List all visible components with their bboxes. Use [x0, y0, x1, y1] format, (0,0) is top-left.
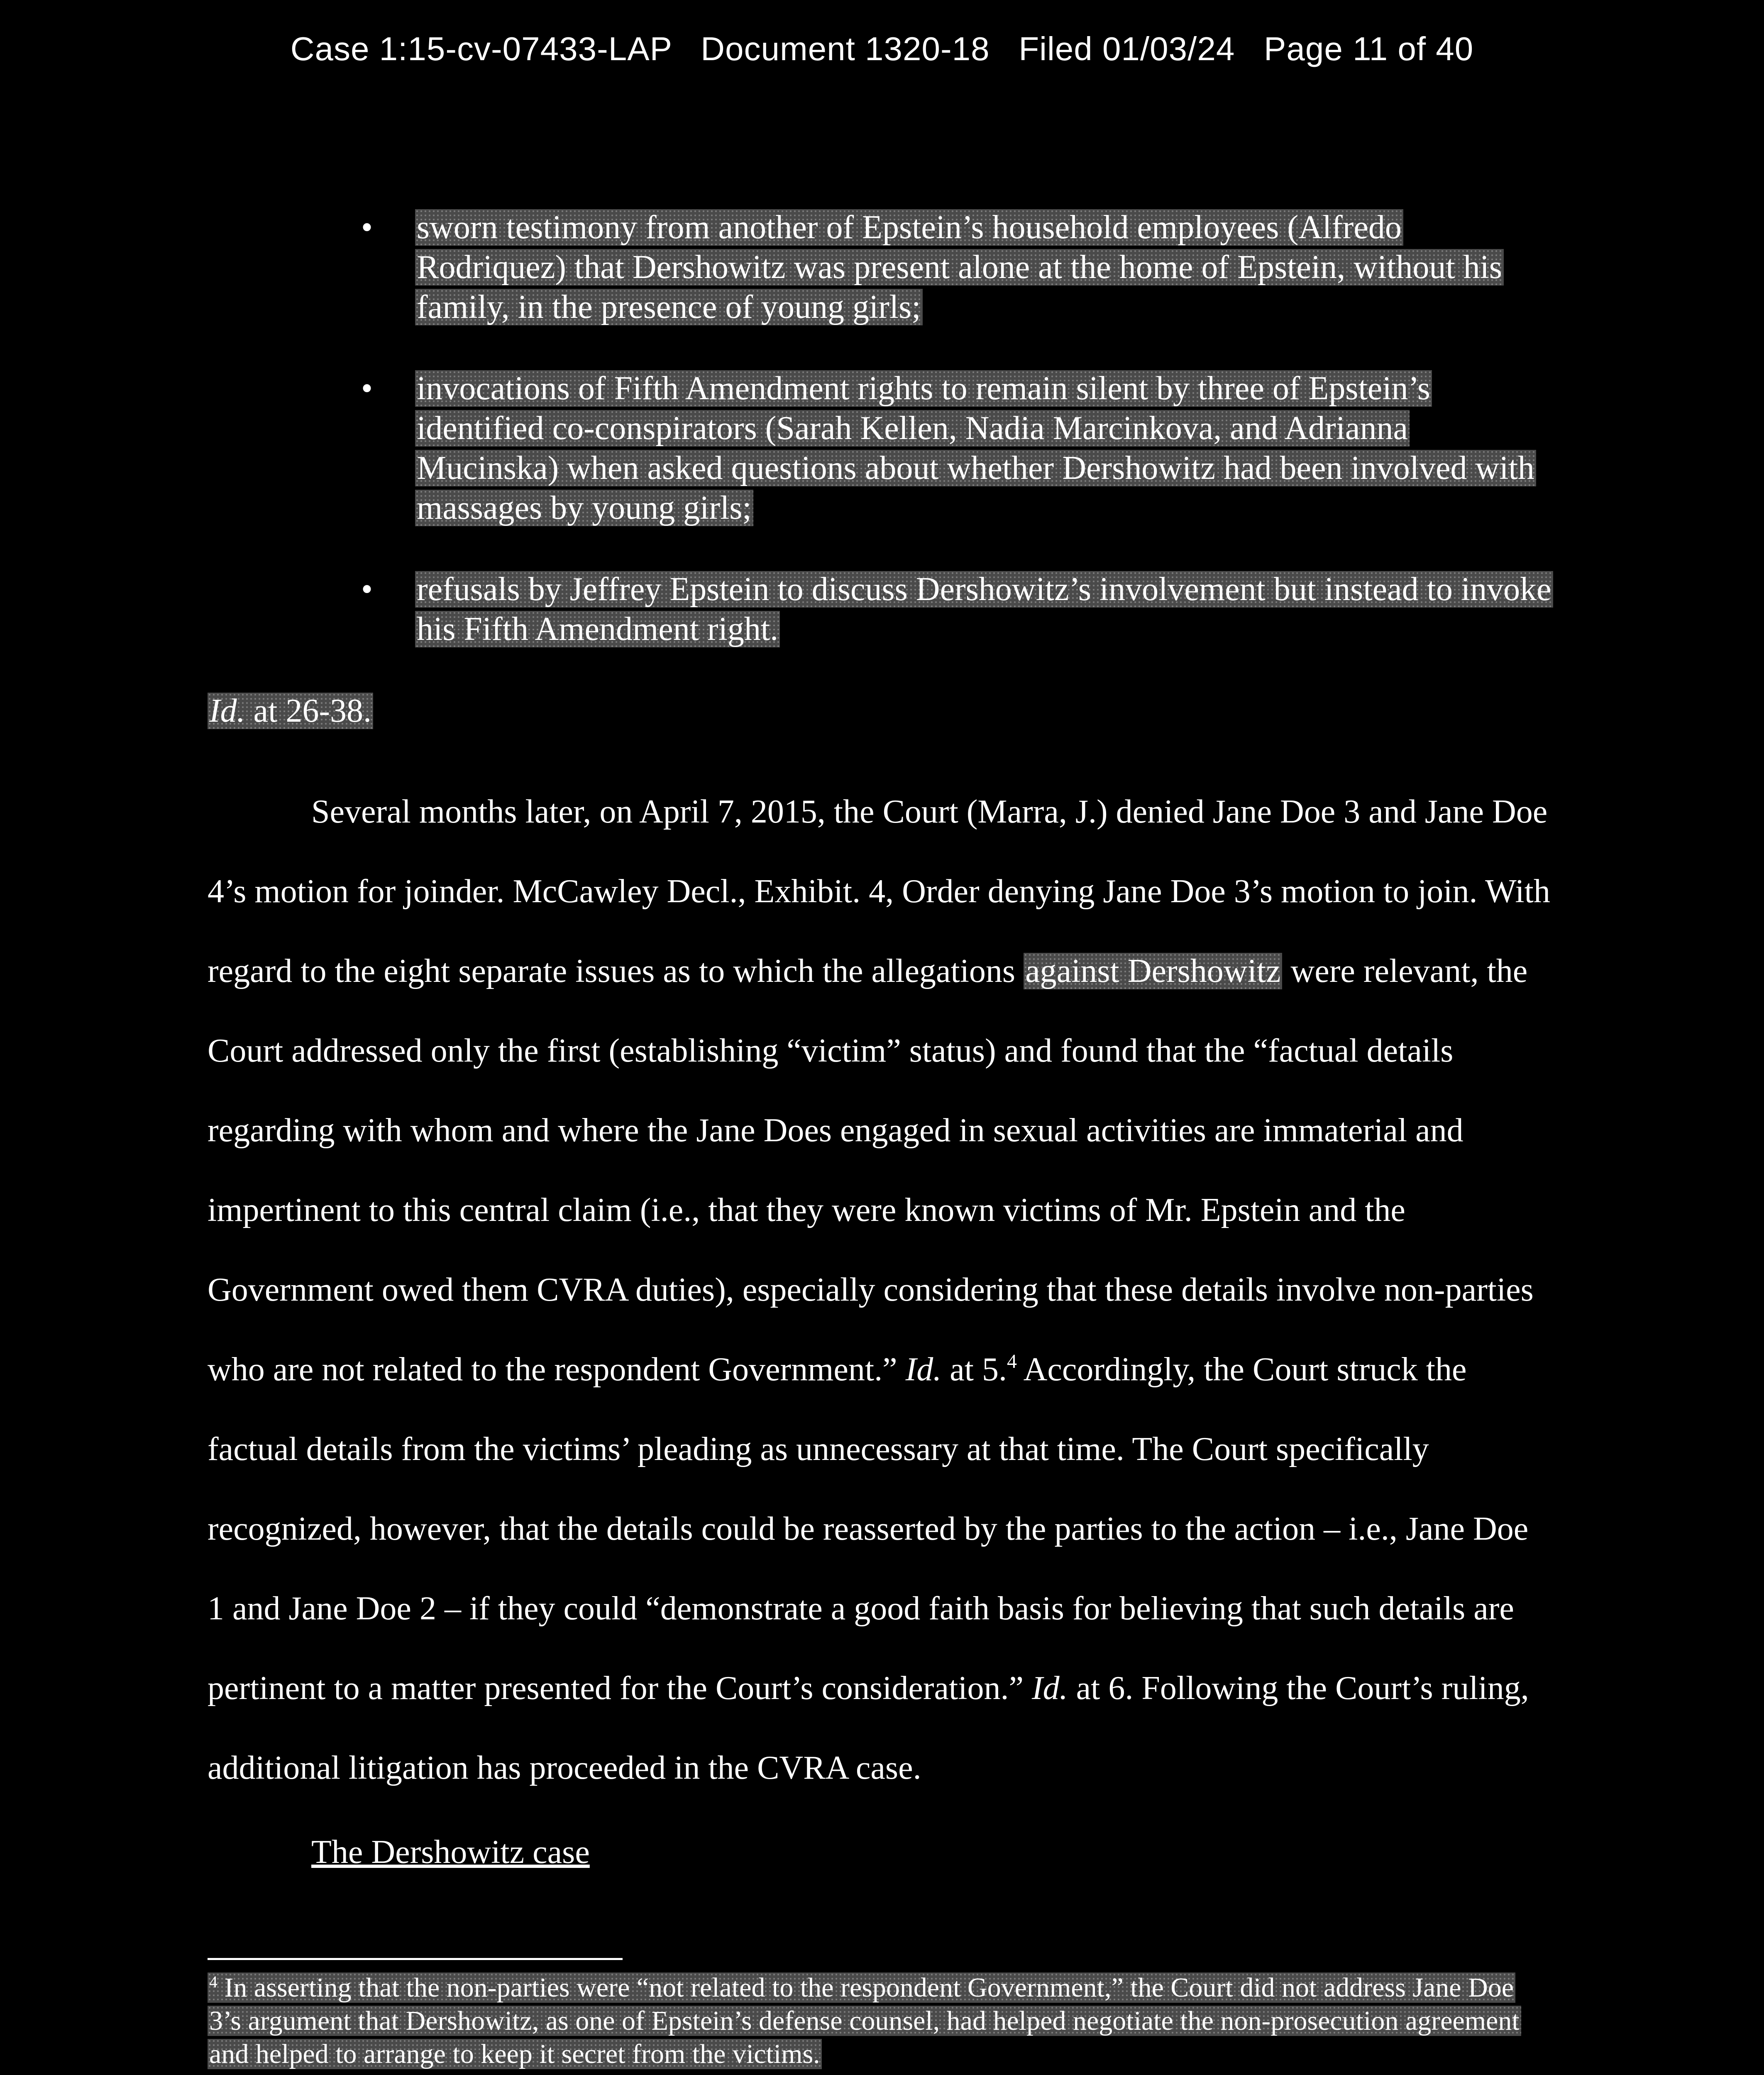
- footnote-number: 4: [209, 1972, 217, 1991]
- bullet-item: [208, 569, 1552, 649]
- id-italic: Id.: [209, 693, 245, 729]
- body-sentence-2: were relevant, the Court addressed only the first (establishing “victim” status) and found that the “factual details regarding with whom and where the Jane Does engaged in sexual activities are immaterial and impertinent to this central claim (i.e., that they were known victims of Mr. Epstein and the Government owed them CVRA duties), especially considering that these details involve non-parties who are not related to the respondent Government.”: [208, 953, 1534, 1388]
- footnote-ref[interactable]: 4: [1007, 1350, 1017, 1372]
- body-sentence-3: Accordingly, the Court struck the factual details from the victims’ pleading as unnecessary at that time. The Court specifically recognized, however, that the details could be reasserted by the parties to the action – i.e., Jane Doe 1 and Jane Doe 2 – if they could “demonstrate a good faith basis for believing that such details are pertinent to a matter presented for the Court’s consideration.”: [208, 1351, 1529, 1706]
- bullet-item: [208, 369, 1552, 528]
- body-sentence-4: at 6. Following the Court’s ruling, additional litigation has proceeded in the CVRA case.: [208, 1670, 1529, 1786]
- bullet-dot-icon: •: [361, 209, 373, 246]
- body-sentence-1: Several months later, on April 7, 2015, the Court (Marra, J.) denied Jane Doe 3 and Jane Doe 4’s motion for joinder. McCawley Decl., Exhibit. 4, Order denying Jane Doe 3’s motion to join. With regard to the eight separate issues as to which the allegations: [208, 793, 1550, 989]
- id-pages: at 5.: [941, 1351, 1007, 1388]
- footnote: [208, 1971, 1552, 2071]
- bullet-text: invocations of Fifth Amendment rights to remain silent by three of Epstein’s identified co-conspirators (Sarah Kellen, Nadia Marcinkova, and Adrianna Mucinska) when asked questions about whether Dershowitz had been involved with massages by young girls;: [415, 370, 1536, 526]
- id-italic: Id.: [905, 1351, 942, 1388]
- highlighted-phrase: against Dershowitz: [1024, 953, 1282, 989]
- bullet-text: sworn testimony from another of Epstein’s household employees (Alfredo Rodriquez) that Dershowitz was present alone at the home of Epstein, without his family, in the presence of young girls;: [415, 209, 1504, 325]
- bullet-dot-icon: •: [361, 370, 373, 407]
- id-citation: [208, 691, 373, 731]
- footnote-text: In asserting that the non-parties were “not related to the respondent Government,” the Court did not address Jane Doe 3’s argument that Dershowitz, as one of Epstein’s defense counsel, had helped negotiate the non-prosecution agreement and helped to arrange to keep it secret from the victims.: [209, 1972, 1520, 2069]
- bullet-dot-icon: •: [361, 571, 373, 608]
- id-italic: Id.: [1032, 1670, 1068, 1706]
- case-header-stamp: Case 1:15-cv-07433-LAP Document 1320-18 Filed 01/03/24 Page 11 of 40: [290, 30, 1474, 67]
- id-pages: at 26-38.: [245, 693, 372, 729]
- bullet-list: [208, 208, 1552, 691]
- body-paragraph: [208, 772, 1552, 1808]
- bullet-text: refusals by Jeffrey Epstein to discuss Dershowitz’s involvement but instead to invoke his Fifth Amendment right.: [415, 571, 1553, 647]
- bullet-item: [208, 208, 1552, 327]
- footnote-divider: [208, 1958, 623, 1960]
- section-heading: The Dershowitz case: [311, 1834, 590, 1870]
